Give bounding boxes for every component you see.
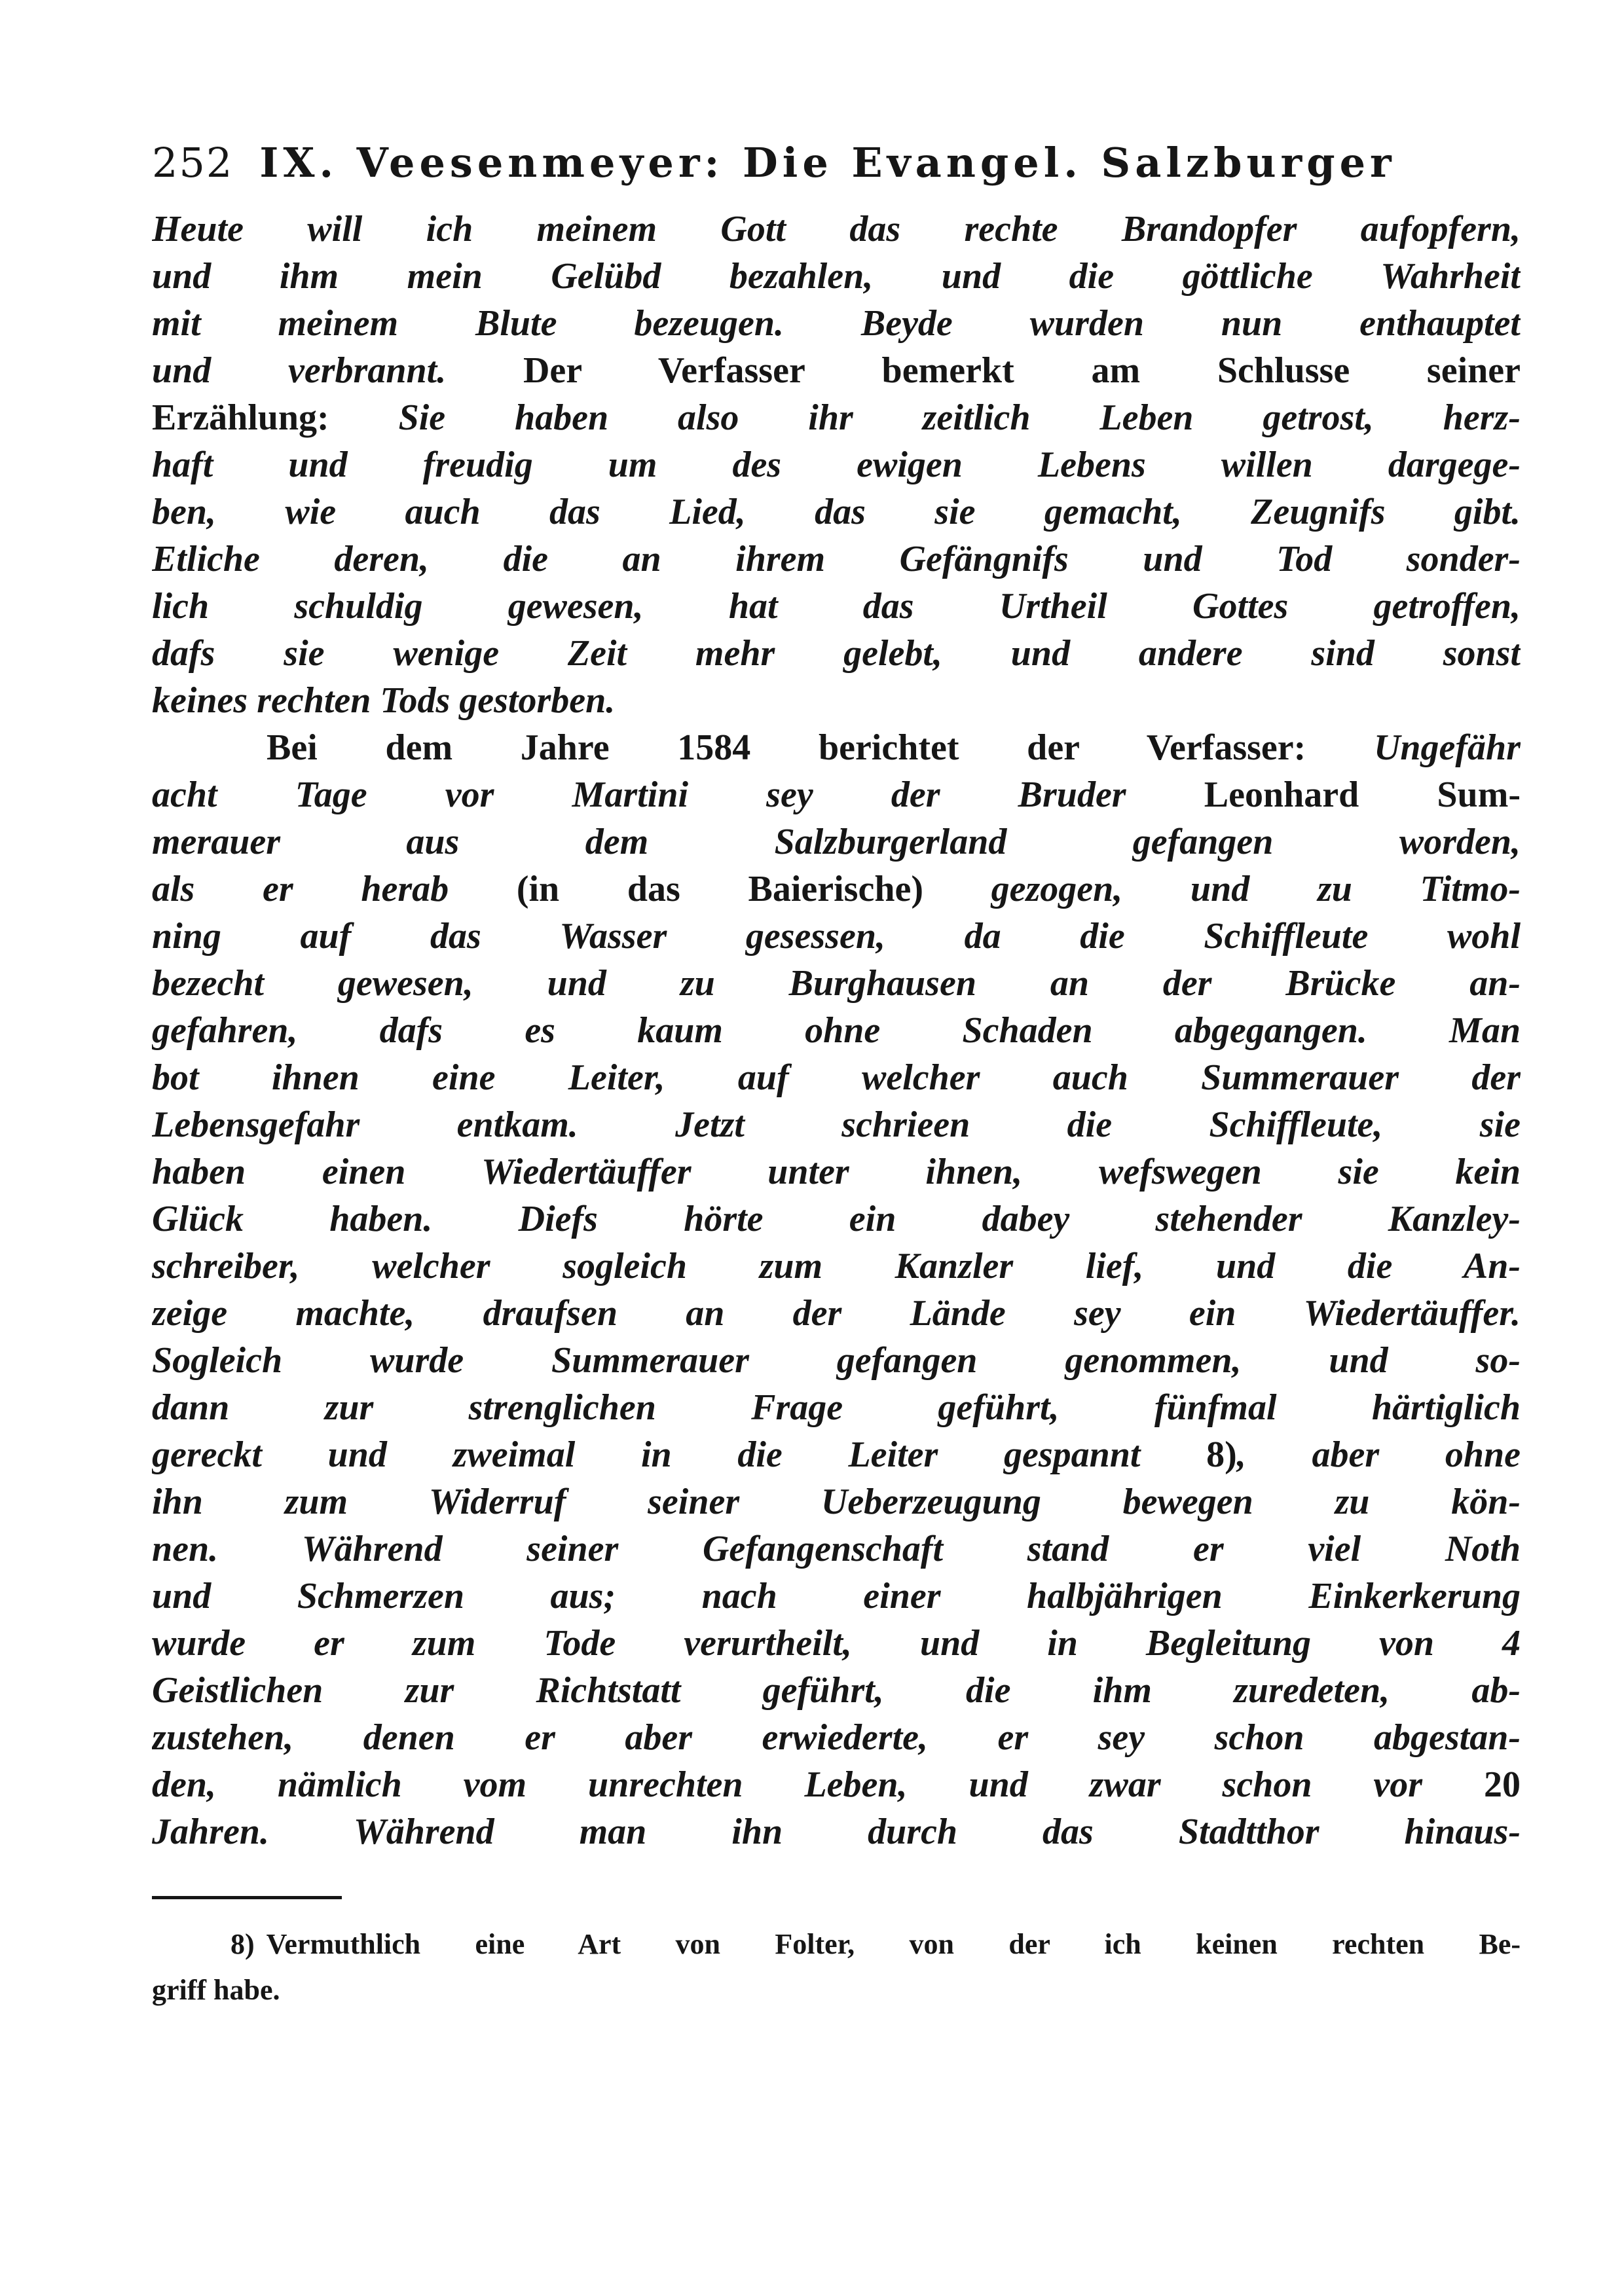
italic-text: Ungefähr [1373, 727, 1521, 768]
text-line [152, 1243, 1521, 1290]
footnote-line: griff habe. [152, 1974, 280, 2006]
italic-text: Lebensgefahr entkam. Jetzt schrieen die Schiffleute, sie [152, 1104, 1521, 1145]
italic-text: keines rechten Tods gestorben. [152, 680, 616, 721]
text-line [152, 866, 1521, 913]
italic-text: lich schuldig gewesen, hat das Urtheil Gottes getroffen, [152, 586, 1521, 627]
text-line [152, 583, 1521, 630]
italic-text: gezogen, und zu Titmo- [923, 869, 1521, 909]
text-line [152, 724, 1521, 771]
italic-text: Heute will ich meinem Gott das rechte Brandopfer aufopfern, [152, 209, 1521, 249]
italic-text: und ihm mein Gelübd bezahlen, und die göttliche Wahrheit [152, 256, 1521, 297]
text-line [152, 347, 1521, 394]
page-number: 252 [152, 139, 234, 187]
text-line [152, 300, 1521, 347]
italic-text: acht Tage vor Martini sey der Bruder [152, 774, 1204, 815]
text-line [152, 1384, 1521, 1431]
text-line [152, 960, 1521, 1007]
roman-text: 20 [1484, 1764, 1521, 1805]
text-line [152, 1714, 1521, 1761]
italic-text: Jahren. Während man ihn durch das Stadtthor hinaus- [152, 1812, 1521, 1852]
italic-text: aus dem Salzburgerland gefangen worden, [280, 822, 1521, 862]
italic-text: gereckt und zweimal in die Leiter gespannt [152, 1434, 1141, 1475]
italic-text: und verbrannt. [152, 350, 447, 391]
text-line [152, 1007, 1521, 1054]
italic-text: ihn zum Widerruf seiner Ueberzeugung bewegen zu kön- [152, 1482, 1521, 1522]
text-line [152, 1667, 1521, 1714]
text-line [152, 913, 1521, 960]
text-line [152, 1101, 1521, 1148]
footnote [152, 1922, 1521, 2013]
text-line [152, 1478, 1521, 1525]
text-line [152, 1195, 1521, 1243]
roman-text: Erzählung: [152, 397, 399, 438]
text-line [152, 630, 1521, 677]
text-line [152, 536, 1521, 583]
text-line [152, 488, 1521, 536]
italic-text: , aber ohne [1236, 1434, 1521, 1475]
text-line [152, 1620, 1521, 1667]
italic-text: haft und freudig um des ewigen Lebens willen dargege- [152, 445, 1521, 485]
text-line [152, 1808, 1521, 1855]
italic-text: Glück haben. Diefs hörte ein dabey stehender Kanzley- [152, 1199, 1521, 1239]
footnote-marker: 8) [231, 1928, 255, 1960]
footnote-text: Vermuthlich eine Art von Folter, von der ich keinen rechten Be- [266, 1928, 1521, 1960]
italic-text: haben einen Wiedertäuffer unter ihnen, wefswegen sie kein [152, 1152, 1521, 1192]
italic-text: zeige machte, draufsen an der Lände sey ein Wiedertäuffer. [152, 1293, 1521, 1334]
italic-text: den, nämlich vom unrechten Leben, und zwar schon vor [152, 1764, 1484, 1805]
text-line [152, 441, 1521, 488]
italic-text: zustehen, denen er aber erwiederte, er sey schon abgestan- [152, 1717, 1521, 1758]
italic-text: gefahren, dafs es kaum ohne Schaden abgegangen. Man [152, 1010, 1521, 1051]
body-text [152, 206, 1521, 1855]
footnote-line [152, 1922, 1521, 1967]
text-line [152, 771, 1521, 818]
italic-text: Sie haben also ihr zeitlich Leben getrost, herz- [398, 397, 1521, 438]
roman-text: Bei dem Jahre 1584 berichtet der Verfasser: [267, 727, 1374, 768]
text-line [152, 1290, 1521, 1337]
text-line [152, 1054, 1521, 1101]
running-head [152, 139, 1521, 194]
text-line [152, 1573, 1521, 1620]
italic-text: ning auf das Wasser gesessen, da die Schiffleute wohl [152, 916, 1521, 957]
italic-text: Geistlichen zur Richtstatt geführt, die ihm zuredeten, ab- [152, 1670, 1521, 1711]
italic-text: dann zur strenglichen Frage geführt, fünfmal härtiglich [152, 1387, 1521, 1428]
book-page [152, 139, 1521, 2013]
text-line [152, 253, 1521, 300]
italic-text: und Schmerzen aus; nach einer halbjährigen Einkerkerung [152, 1576, 1521, 1616]
roman-text: Der Verfasser bemerkt am Schlusse seiner [446, 350, 1521, 391]
italic-text: mit meinem Blute bezeugen. Beyde wurden nun enthauptet [152, 303, 1521, 344]
text-line [152, 206, 1521, 253]
italic-text: ben, wie auch das Lied, das sie gemacht, Zeugnifs gibt. [152, 492, 1521, 532]
text-line [152, 1431, 1521, 1478]
italic-text: nen. Während seiner Gefangenschaft stand er viel Noth [152, 1529, 1521, 1569]
text-line [152, 1525, 1521, 1573]
footnote-rule [152, 1896, 342, 1899]
text-line [152, 677, 1521, 724]
text-line [152, 1148, 1521, 1195]
text-line [152, 394, 1521, 441]
italic-text: bezecht gewesen, und zu Burghausen an der Brücke an- [152, 963, 1521, 1004]
italic-text: bot ihnen eine Leiter, auf welcher auch Summerauer der [152, 1057, 1521, 1098]
text-line [152, 818, 1521, 866]
roman-text: (in das Baierische) [516, 869, 923, 909]
italic-text: dafs sie wenige Zeit mehr gelebt, und andere sind sonst [152, 633, 1521, 674]
text-line [152, 1761, 1521, 1808]
roman-text: Leonhard Sum- [1204, 774, 1521, 815]
running-title: IX. Veesenmeyer: Die Evangel. Salzburger [259, 139, 1396, 187]
italic-text: Sogleich wurde Summerauer gefangen genommen, und so- [152, 1340, 1521, 1381]
italic-text: schreiber, welcher sogleich zum Kanzler lief, und die An- [152, 1246, 1521, 1286]
italic-text: wurde er zum Tode verurtheilt, und in Begleitung von 4 [152, 1623, 1521, 1664]
italic-text: als er herab [152, 869, 517, 909]
text-line [152, 1337, 1521, 1384]
italic-text: merauer [152, 822, 280, 862]
roman-text: 8) [1140, 1434, 1237, 1475]
italic-text: Etliche deren, die an ihrem Gefängnifs und Tod sonder- [152, 539, 1521, 579]
